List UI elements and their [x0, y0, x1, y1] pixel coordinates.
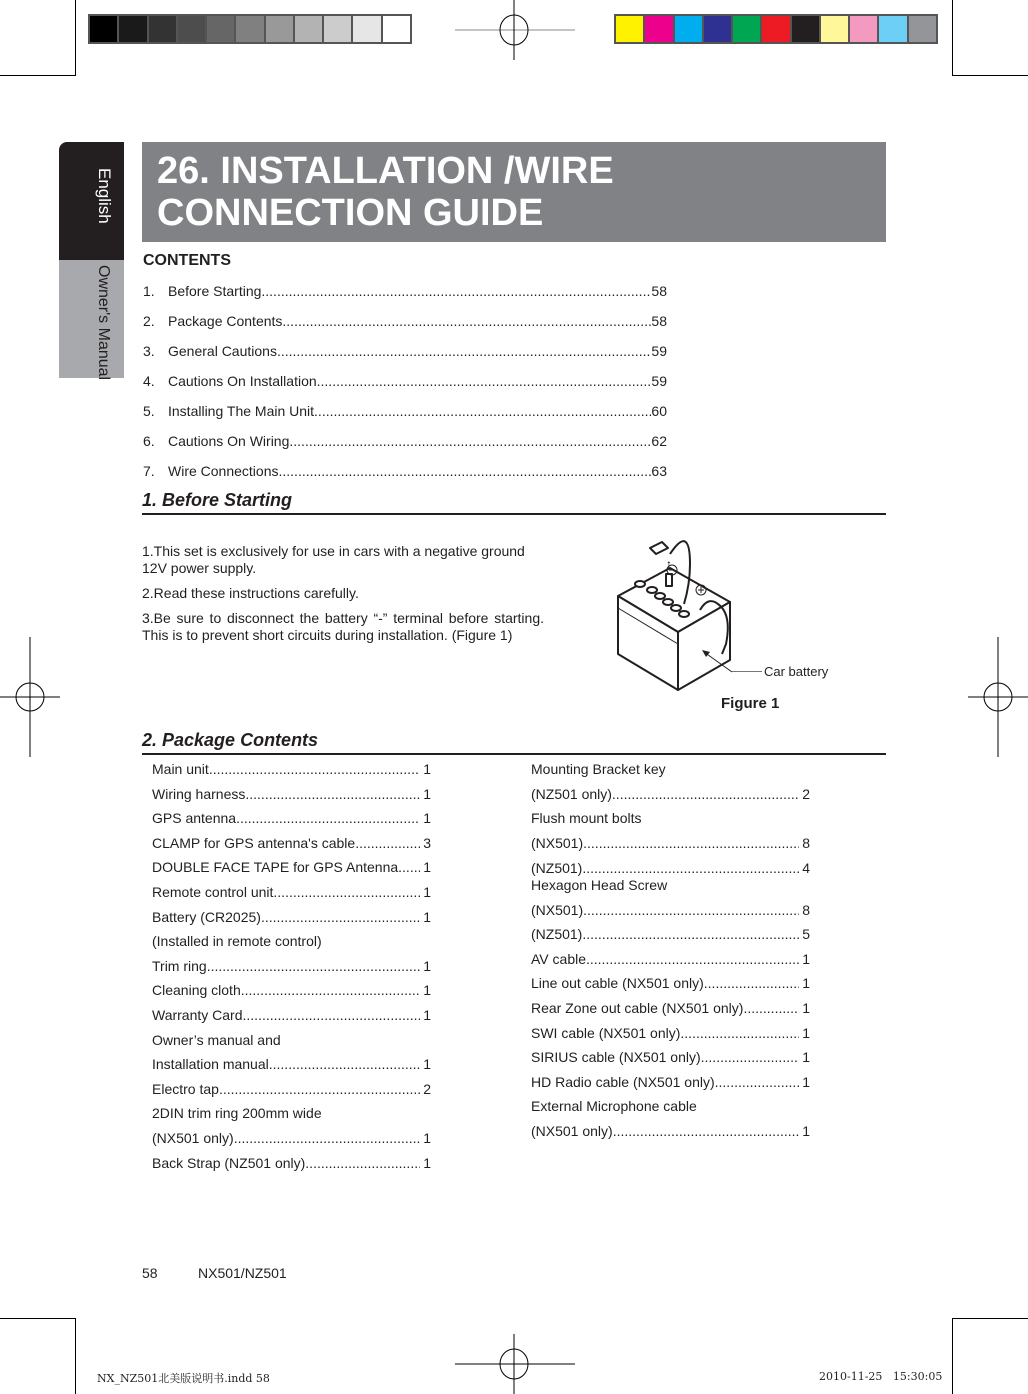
package-item-qty: 1 [423, 859, 431, 876]
package-item-name: SIRIUS cable (NX501 only) [531, 1049, 701, 1065]
package-item [531, 1025, 810, 1045]
dot-leader [680, 1025, 799, 1045]
color-swatch [850, 16, 879, 42]
package-item-qty: 1 [423, 908, 431, 925]
package-item-qty: 1 [423, 1007, 431, 1023]
package-item-name: Line out cable (NX501 only) [531, 975, 704, 991]
dot-leader [289, 433, 651, 449]
dot-leader [305, 1155, 420, 1175]
package-item-qty: 1 [423, 982, 431, 999]
contents-item-number: 3. [143, 343, 155, 359]
package-item-name: Main unit [152, 761, 209, 777]
dot-leader [355, 835, 420, 855]
package-item-name: Hexagon Head Screw [531, 877, 668, 893]
package-item [152, 884, 431, 904]
package-item [152, 1056, 431, 1076]
package-item-qty: 5 [802, 926, 810, 942]
color-swatch [733, 16, 762, 42]
side-tab-manual-label: Owner's Manual [95, 265, 112, 381]
before-paragraph-1: 1.This set is exclusively for use in cars with a negative ground 12V power supply. [142, 543, 525, 576]
package-item-name: Owner’s manual and [152, 1031, 281, 1048]
slug-file: NX_NZ501北美版说明书.indd 58 [97, 1372, 270, 1385]
registration-mark-top [450, 0, 580, 60]
package-item-qty: 2 [802, 786, 810, 802]
contents-item-number: 6. [143, 433, 155, 449]
package-item [152, 909, 431, 929]
contents-item-label: Wire Connections [168, 463, 279, 479]
dot-leader [715, 1074, 800, 1094]
package-item [531, 810, 810, 830]
contents-item-page: 59 [651, 343, 667, 359]
dot-leader [701, 1049, 800, 1069]
figure-caption: Figure 1 [721, 695, 780, 712]
package-item-name: Installation manual. [152, 1056, 273, 1073]
package-item-name: AV cable [531, 951, 586, 967]
package-item [531, 975, 810, 995]
package-item-name: DOUBLE FACE TAPE for GPS Antenna [152, 859, 399, 876]
package-item-qty: 1 [802, 951, 810, 967]
package-item-name: 2DIN trim ring 200mm wide [152, 1105, 322, 1122]
color-swatch [762, 16, 791, 42]
package-item [152, 835, 431, 855]
car-battery-illustration [610, 534, 740, 694]
dot-leader [583, 902, 799, 922]
package-item [152, 1105, 431, 1125]
package-item [531, 877, 810, 897]
color-swatch [879, 16, 908, 42]
gray-swatch [207, 16, 236, 42]
registration-mark-left [0, 637, 60, 757]
dot-leader [613, 1123, 800, 1143]
package-item-qty: 1 [423, 810, 431, 827]
dot-leader [209, 761, 420, 781]
package-item-name: SWI cable (NX501 only) [531, 1025, 681, 1041]
package-item-name: Wiring harness [152, 785, 246, 802]
dot-leader [261, 909, 420, 929]
package-item-name: (NX501 only) [152, 1130, 234, 1146]
contents-item-label: Cautions On Installation [168, 373, 317, 389]
side-tab-manual [59, 260, 124, 381]
gray-color-bar [88, 14, 412, 44]
crop-mark [952, 0, 953, 76]
dot-leader [261, 283, 651, 299]
package-item-name: (NZ501) [531, 926, 583, 942]
svg-text:↑: ↑ [666, 557, 672, 571]
package-item-name: External Microphone cable [531, 1098, 697, 1114]
contents-item-page: 58 [651, 283, 667, 299]
package-item-name: Rear Zone out cable (NX501 only) [531, 1000, 744, 1016]
dot-leader [234, 1130, 421, 1150]
color-swatch [675, 16, 704, 42]
contents-item-label: Before Starting [168, 283, 262, 299]
package-item-qty: 1 [423, 957, 431, 974]
contents-item-label: Installing The Main Unit [168, 403, 315, 419]
crop-mark [75, 0, 76, 76]
package-item [531, 951, 810, 971]
contents-item [143, 403, 667, 419]
figure-label: Car battery [764, 664, 829, 679]
package-item-name: (NZ501 only) [531, 786, 612, 802]
package-item-qty: 1 [423, 1130, 431, 1146]
dot-leader [277, 343, 651, 359]
contents-item [143, 343, 667, 359]
crop-mark [0, 1318, 76, 1319]
contents-item [143, 283, 667, 299]
contents-item-page: 63 [651, 463, 667, 479]
package-item [152, 1155, 431, 1175]
contents-item-number: 5. [143, 403, 155, 419]
dot-leader [583, 835, 799, 855]
package-item-name: Warranty Card [152, 1007, 243, 1023]
title-line-1: 26. INSTALLATION /WIRE [157, 150, 614, 192]
contents-item-label: Cautions On Wiring [168, 433, 290, 449]
dot-leader [245, 786, 420, 806]
package-item-name: Remote control unit [152, 884, 274, 900]
model-name: NX501/NZ501 [198, 1265, 287, 1281]
contents-item-number: 2. [143, 313, 155, 329]
package-item-qty: 1 [802, 1000, 810, 1016]
before-paragraph-3: 3.Be sure to disconnect the battery “-” terminal before starting. This is to prevent short circuits during installation. (Figure 1) [142, 610, 544, 643]
package-item [152, 958, 431, 978]
dot-leader [586, 951, 799, 971]
crop-mark [952, 75, 1028, 76]
dot-leader [317, 373, 652, 389]
package-item-name: (NX501) [531, 902, 584, 918]
package-item-qty: 1 [423, 1154, 431, 1171]
dot-leader [236, 810, 420, 830]
gray-swatch [119, 16, 148, 42]
package-item [531, 835, 810, 855]
color-swatch [792, 16, 821, 42]
dot-leader [243, 1007, 421, 1027]
contents-item [143, 313, 667, 329]
package-item [152, 1032, 431, 1052]
dot-leader [314, 403, 651, 419]
package-item-qty: 1 [423, 761, 431, 777]
package-item-qty: 1 [802, 1025, 810, 1041]
color-swatch [909, 16, 936, 42]
package-item [152, 933, 431, 953]
package-item-name: HD Radio cable (NX501 only) [531, 1074, 715, 1090]
page-number: 58 [142, 1265, 158, 1281]
package-item-name: Battery (CR2025) [152, 908, 261, 925]
package-item [531, 1049, 810, 1069]
slug-date: 2010-11-25 15:30:05 [819, 1370, 943, 1383]
package-item-name: GPS antenna [152, 810, 237, 827]
contents-item [143, 463, 667, 479]
dot-leader [207, 958, 421, 978]
gray-swatch [236, 16, 265, 42]
contents-item [143, 373, 667, 389]
color-swatch [645, 16, 674, 42]
package-item [152, 1130, 431, 1150]
before-paragraph-2: 2.Read these instructions carefully. [142, 585, 359, 601]
crop-mark [75, 1318, 76, 1394]
package-item-qty: 2 [423, 1080, 431, 1097]
package-item [531, 1098, 810, 1118]
package-item [531, 1000, 810, 1020]
process-color-bar [614, 14, 938, 44]
contents-item-page: 58 [651, 313, 667, 329]
package-item-qty: 8 [802, 902, 810, 918]
package-item-name: CLAMP for GPS antenna's cable [152, 834, 356, 851]
contents-item-page: 62 [651, 433, 667, 449]
package-item [152, 1007, 431, 1027]
side-tab-english-label: English [95, 168, 114, 224]
contents-item-number: 7. [143, 463, 155, 479]
dot-leader [582, 926, 799, 946]
dot-leader [398, 859, 420, 879]
contents-item-page: 60 [651, 403, 667, 419]
color-swatch [616, 16, 645, 42]
dot-leader [273, 1056, 421, 1076]
package-item-qty: 1 [802, 1049, 810, 1065]
package-item [152, 982, 431, 1002]
package-item [531, 1074, 810, 1094]
package-item [152, 810, 431, 830]
gray-swatch [295, 16, 324, 42]
package-item-name: Back Strap (NZ501 only) [152, 1154, 306, 1171]
gray-swatch [149, 16, 178, 42]
package-item-qty: 1 [802, 975, 810, 991]
registration-mark-bottom [450, 1334, 580, 1394]
dot-leader [743, 1000, 799, 1020]
contents-heading: CONTENTS [143, 252, 231, 269]
gray-swatch [266, 16, 295, 42]
package-item-name: (Installed in remote control) [152, 933, 322, 950]
contents-item-label: General Cautions [168, 343, 277, 359]
crop-mark [952, 1318, 953, 1394]
dot-leader [219, 1081, 420, 1101]
package-item-qty: 1 [423, 884, 431, 900]
package-item [152, 786, 431, 806]
package-item-name: Cleaning cloth [152, 982, 241, 999]
dot-leader [612, 786, 799, 806]
crop-mark [952, 1318, 1028, 1319]
section-heading-before-starting: 1. Before Starting [142, 490, 886, 515]
gray-swatch [383, 16, 410, 42]
package-item-name: (NX501 only) [531, 1123, 613, 1139]
gray-swatch [90, 16, 119, 42]
package-item-qty: 8 [802, 835, 810, 851]
contents-item-number: 4. [143, 373, 155, 389]
package-item-name: (NZ501) [531, 860, 583, 876]
package-item-name: Trim ring [152, 957, 207, 974]
contents-item-number: 1. [143, 283, 155, 299]
package-item [531, 786, 810, 806]
registration-mark-right [968, 637, 1028, 757]
gray-swatch [324, 16, 353, 42]
package-item-qty: 1 [802, 1074, 810, 1090]
package-item-name: Electro tap [152, 1080, 219, 1097]
dot-leader [241, 982, 420, 1002]
gray-swatch [353, 16, 382, 42]
crop-mark [0, 75, 76, 76]
package-item [531, 902, 810, 922]
package-item [152, 859, 431, 879]
package-item [152, 1081, 431, 1101]
dot-leader [704, 975, 799, 995]
package-item-name: Flush mount bolts [531, 810, 642, 826]
title-line-2: CONNECTION GUIDE [157, 192, 544, 234]
color-swatch [821, 16, 850, 42]
package-item [531, 1123, 810, 1143]
package-item [152, 761, 431, 781]
dot-leader [273, 884, 420, 904]
contents-item-label: Package Contents [168, 313, 283, 329]
color-swatch [704, 16, 733, 42]
page-title [142, 142, 886, 242]
contents-item [143, 433, 667, 449]
contents-item-page: 59 [651, 373, 667, 389]
package-item [531, 761, 810, 781]
package-item-qty: 3 [423, 834, 431, 851]
gray-swatch [178, 16, 207, 42]
section-heading-package-contents: 2. Package Contents [142, 730, 886, 755]
dot-leader [282, 313, 651, 329]
package-item-qty: 1 [423, 1056, 431, 1073]
dot-leader [279, 463, 652, 479]
side-tab-english [59, 142, 124, 260]
package-item-name: Mounting Bracket key [531, 761, 666, 777]
package-item [531, 926, 810, 946]
package-item-name: (NX501) [531, 835, 584, 851]
callout-line [732, 671, 762, 672]
package-item-qty: 1 [802, 1123, 810, 1139]
package-item-qty: 1 [423, 785, 431, 802]
package-item-qty: 4 [802, 860, 810, 876]
